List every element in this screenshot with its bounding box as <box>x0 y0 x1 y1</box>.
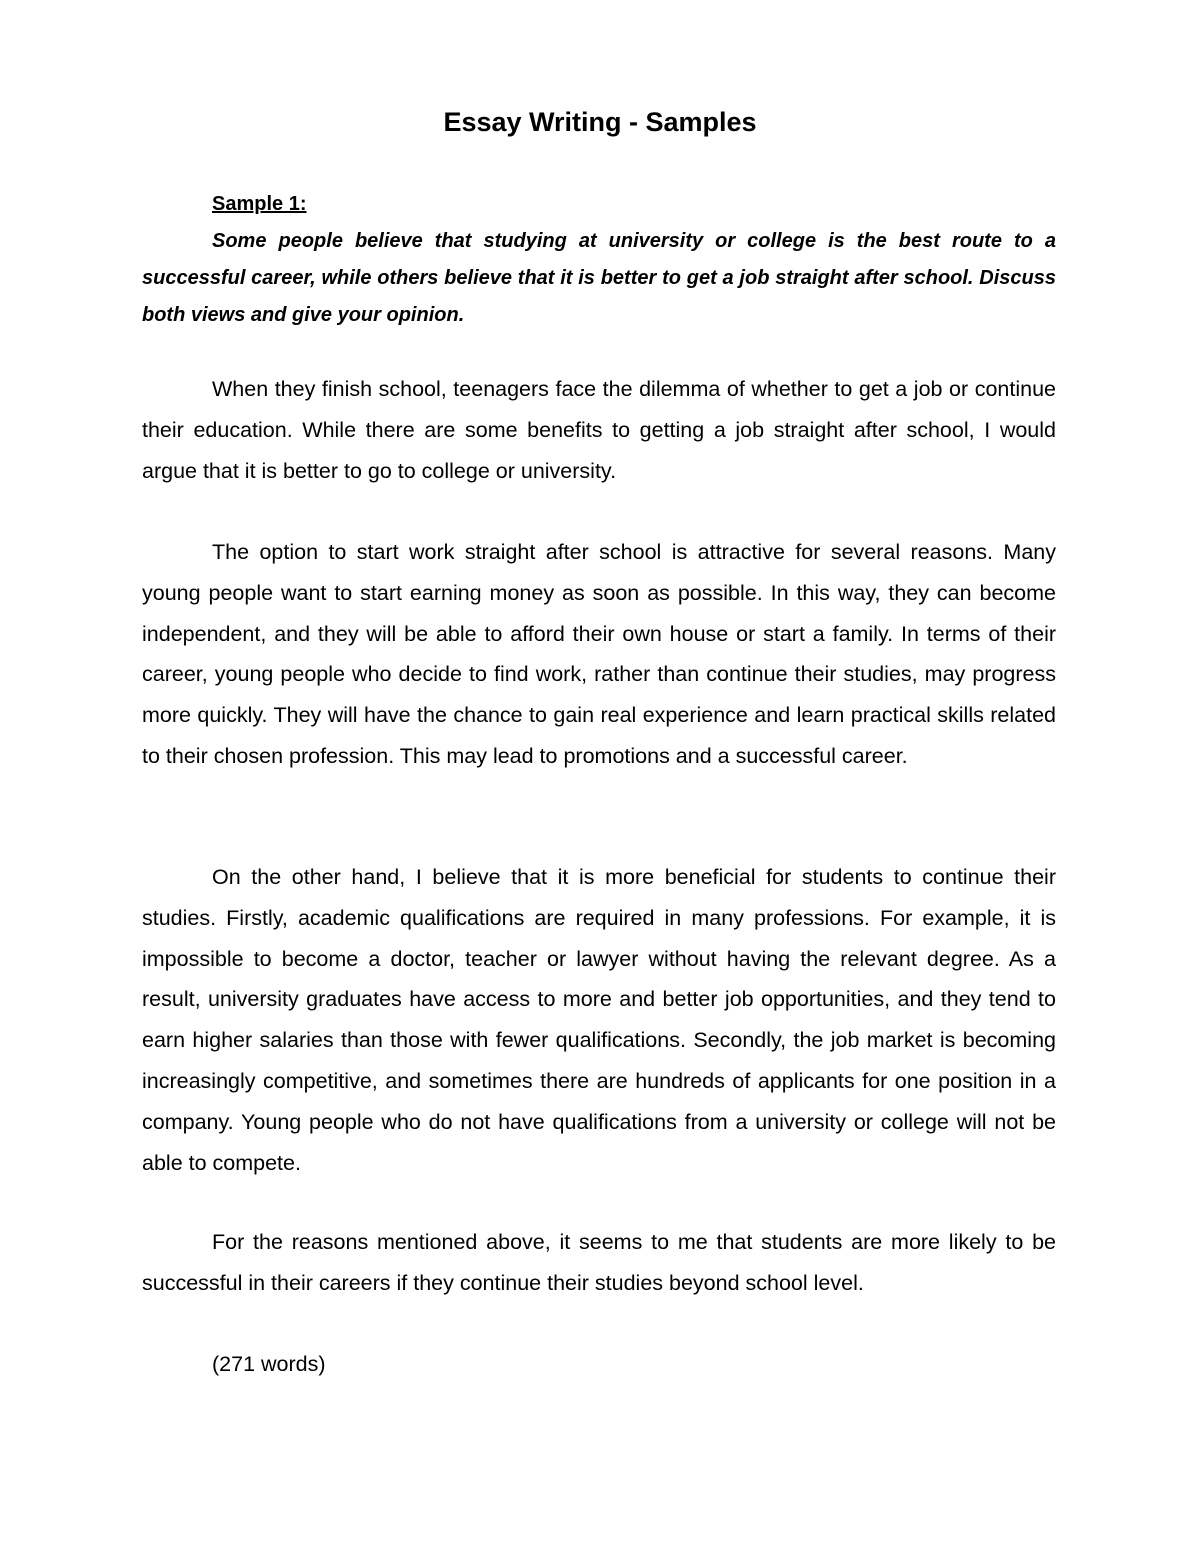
sample-label: Sample 1: <box>212 193 307 215</box>
essay-paragraph-body-1: The option to start work straight after school is attractive for several reasons. Many young people want to start earning money as soon as possible. In this way, they can become independent, and they will be able to afford their own house or start a family. In terms of their career, young people who decide to find work, rather than continue their studies, may progress more quickly. They will have the chance to gain real experience and learn practical skills related to their chosen profession. This may lead to promotions and a successful career. <box>142 540 1056 768</box>
essay-paragraph-body-2: On the other hand, I believe that it is more beneficial for students to continue their studies. Firstly, academic qualifications are required in many professions. For example, it is impossible to become a doctor, teacher or lawyer without having the relevant degree. As a result, university graduates have access to more and better job opportunities, and they tend to earn higher salaries than those with fewer qualifications. Secondly, the job market is becoming increasingly competitive, and sometimes there are hundreds of applicants for one position in a company. Young people who do not have qualifications from a university or college will not be able to compete. <box>142 865 1056 1175</box>
word-count: (271 words) <box>212 1352 326 1376</box>
essay-paragraph-introduction: When they finish school, teenagers face the dilemma of whether to get a job or continue their education. While there are some benefits to getting a job straight after school, I would argue that it is better to go to college or university. <box>142 377 1056 483</box>
essay-paragraph-conclusion: For the reasons mentioned above, it seems to me that students are more likely to be successful in their careers if they continue their studies beyond school level. <box>142 1230 1056 1295</box>
document-title: Essay Writing - Samples <box>443 107 757 137</box>
essay-prompt: Some people believe that studying at university or college is the best route to a successful career, while others believe that it is better to get a job straight after school. Discuss both views and give your opinion. <box>142 230 1056 326</box>
